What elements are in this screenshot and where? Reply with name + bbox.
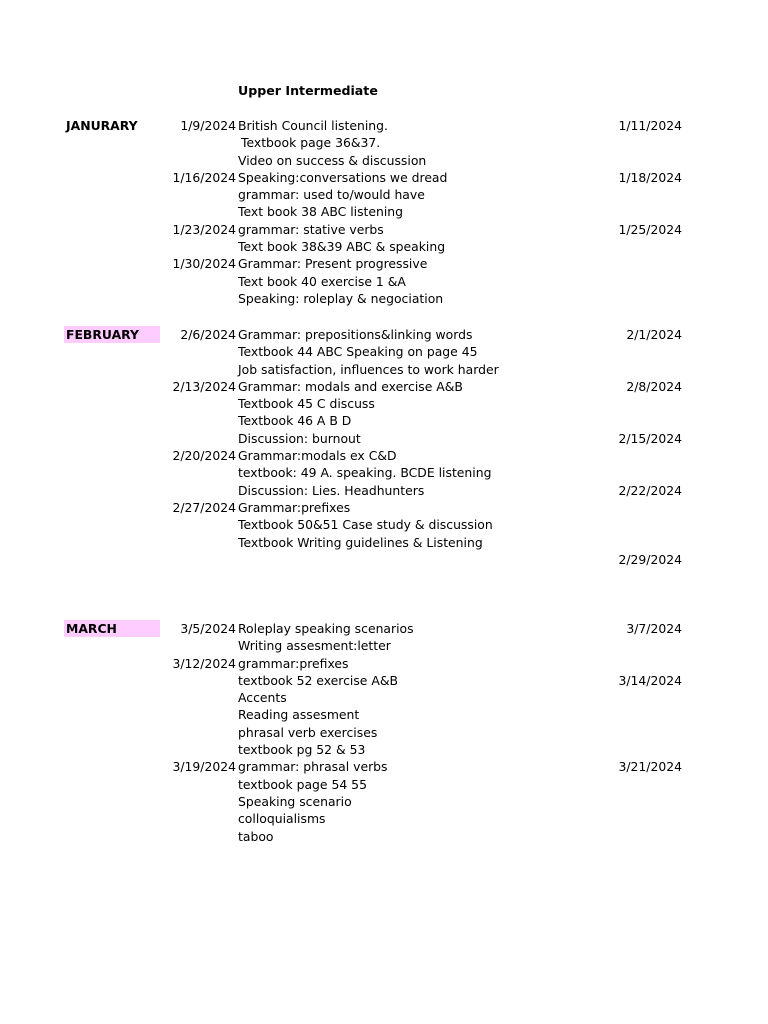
lesson-topic: Text book 38 ABC listening [238,204,404,220]
lesson-topic: Discussion: burnout [238,430,361,446]
second-date: 1/18/2024 [618,169,682,185]
class-date: 2/20/2024 [172,448,236,464]
lesson-topic: phrasal verb exercises [238,724,378,740]
lesson-topic: textbook page 54 55 [238,776,367,792]
lesson-topic: textbook pg 52 & 53 [238,742,366,758]
schedule-row [0,828,768,845]
class-date: 2/27/2024 [172,499,236,515]
schedule-row [0,776,768,793]
class-date: 2/6/2024 [180,327,236,342]
lesson-topic: Video on success & discussion [238,152,427,168]
schedule-row [0,689,768,706]
schedule-row [0,620,768,637]
lesson-topic: textbook: 49 A. speaking. BCDE listening [238,465,492,481]
lesson-topic: Text book 40 exercise 1 &A [238,273,406,289]
lesson-topic: Job satisfaction, influences to work harder [238,361,499,377]
schedule-rows-march [0,620,768,845]
schedule-row [0,273,768,290]
lesson-topic: Grammar: modals and exercise A&B [238,378,463,394]
schedule-row [0,255,768,272]
schedule-row [0,169,768,186]
lesson-topic: Textbook Writing guidelines & Listening [238,534,483,550]
page-title: Upper Intermediate [238,83,378,98]
second-date: 2/29/2024 [618,551,682,567]
lesson-topic: taboo [238,828,274,844]
month-label-january: JANURARY [66,118,138,133]
second-date: 2/8/2024 [626,378,682,394]
schedule-row [0,464,768,481]
schedule-rows-january [0,117,768,307]
schedule-row [0,758,768,775]
lesson-topic: Discussion: Lies. Headhunters [238,482,425,498]
lesson-topic: Textbook 46 A B D [238,413,352,429]
schedule-row [0,516,768,533]
schedule-row [0,378,768,395]
schedule-row [0,672,768,689]
schedule-row [0,706,768,723]
schedule-row [0,724,768,741]
lesson-topic: textbook 52 exercise A&B [238,672,399,688]
second-date: 3/14/2024 [618,672,682,688]
schedule-row [0,290,768,307]
schedule-row [0,741,768,758]
lesson-topic: grammar: stative verbs [238,221,384,237]
schedule-row [0,482,768,499]
second-date: 1/11/2024 [618,118,682,133]
schedule-row [0,152,768,169]
lesson-topic: Writing assesment:letter [238,638,391,654]
lesson-topic: Speaking scenario [238,793,352,809]
lesson-topic: Textbook page 36&37. [241,135,381,151]
class-date: 1/23/2024 [172,221,236,237]
class-date: 3/12/2024 [172,655,236,671]
schedule-row [0,793,768,810]
schedule-row [0,534,768,551]
lesson-topic: Grammar: prepositions&linking words [238,327,473,342]
lesson-topic: Speaking:conversations we dread [238,169,448,185]
schedule-rows-february [0,326,768,568]
lesson-topic: grammar: used to/would have [238,187,425,203]
lesson-topic: colloquialisms [238,811,326,827]
lesson-topic: grammar: phrasal verbs [238,759,388,775]
class-date: 2/13/2024 [172,378,236,394]
schedule-row [0,430,768,447]
class-date: 1/9/2024 [180,118,236,133]
class-date: 3/19/2024 [172,759,236,775]
schedule-row [0,117,768,134]
schedule-row [0,637,768,654]
lesson-topic: Accents [238,690,287,706]
second-date: 3/21/2024 [618,759,682,775]
month-label-february: FEBRUARY [64,326,160,343]
schedule-row [0,134,768,151]
schedule-row [0,395,768,412]
schedule-row [0,551,768,568]
lesson-topic: Textbook 50&51 Case study & discussion [238,517,493,533]
second-date: 3/7/2024 [626,621,682,636]
lesson-topic: Grammar:modals ex C&D [238,448,397,464]
second-date: 2/22/2024 [618,482,682,498]
class-date: 3/5/2024 [180,621,236,636]
schedule-row [0,326,768,343]
schedule-row [0,238,768,255]
schedule-row [0,221,768,238]
lesson-topic: British Council listening. [238,118,388,133]
second-date: 1/25/2024 [618,221,682,237]
lesson-topic: Speaking: roleplay & negociation [238,290,444,306]
month-label-march: MARCH [64,620,160,637]
lesson-topic: Roleplay speaking scenarios [238,621,414,636]
schedule-row [0,655,768,672]
class-date: 1/16/2024 [172,169,236,185]
schedule-row [0,203,768,220]
lesson-topic: Reading assesment [238,707,360,723]
schedule-row [0,447,768,464]
schedule-row [0,499,768,516]
lesson-topic: Grammar:prefixes [238,499,351,515]
lesson-topic: Grammar: Present progressive [238,256,428,272]
class-date: 1/30/2024 [172,256,236,272]
lesson-topic: Text book 38&39 ABC & speaking [238,239,446,255]
schedule-row [0,361,768,378]
schedule-row [0,810,768,827]
second-date: 2/1/2024 [626,327,682,342]
schedule-row [0,343,768,360]
second-date: 2/15/2024 [618,430,682,446]
lesson-topic: grammar:prefixes [238,655,349,671]
schedule-row [0,412,768,429]
lesson-topic: Textbook 45 C discuss [238,396,375,412]
lesson-topic: Textbook 44 ABC Speaking on page 45 [238,344,478,360]
schedule-row [0,186,768,203]
